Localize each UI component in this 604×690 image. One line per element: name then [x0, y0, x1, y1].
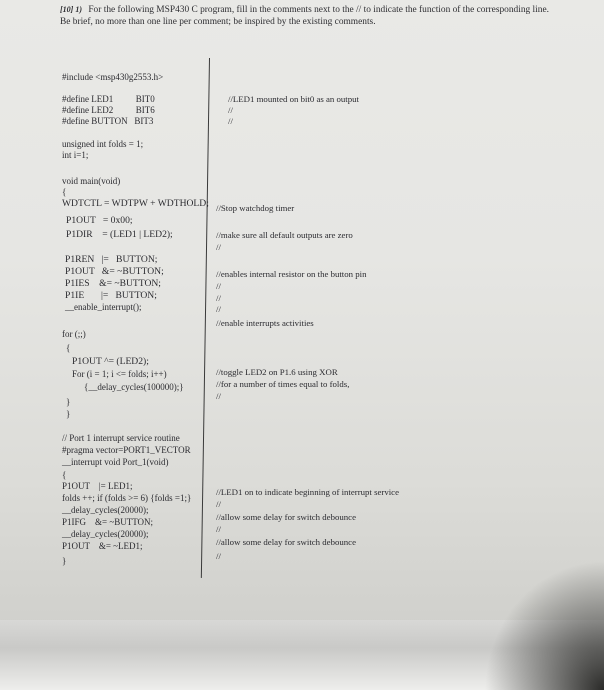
code-line: #define BUTTON BIT3	[62, 116, 154, 126]
comment-line: //for a number of times equal to folds,	[216, 379, 350, 389]
code-line: P1IFG &= ~BUTTON;	[62, 517, 154, 527]
code-line: {	[62, 470, 67, 480]
comment-line: //enables internal resistor on the button pin	[216, 269, 367, 279]
code-line: __enable_interrupt();	[65, 302, 142, 312]
code-line: P1OUT &= ~LED1;	[62, 541, 143, 551]
code-line: #include <msp430g2553.h>	[62, 72, 164, 82]
comment-line: //LED1 mounted on bit0 as an output	[228, 94, 359, 104]
code-line: // Port 1 interrupt service routine	[62, 433, 180, 443]
question-prompt: For the following MSP430 C program, fill in the comments next to the // to indicate the function of the corresponding line. Be brief, no more than one line per comment; be inspired by the existing comments.	[60, 5, 549, 27]
comment-line: //allow some delay for switch debounce	[216, 512, 356, 522]
code-line: P1DIR = (LED1 | LED2);	[66, 229, 173, 240]
comment-line: //enable interrupts activities	[216, 318, 314, 328]
comment-line: //Stop watchdog timer	[216, 203, 295, 213]
column-divider	[201, 58, 210, 578]
code-line: WDTCTL = WDTPW + WDTHOLD;	[62, 198, 209, 209]
code-line: P1OUT = 0x00;	[66, 215, 133, 226]
comment-line: //	[216, 499, 221, 509]
comment-line: //	[216, 281, 221, 291]
comment-line: //allow some delay for switch debounce	[216, 537, 356, 547]
code-line: for (;;)	[62, 329, 86, 339]
code-line: P1REN |= BUTTON;	[65, 254, 158, 265]
code-line: #define LED1 BIT0	[62, 94, 155, 104]
comment-line: //	[216, 551, 221, 561]
code-line: P1IE |= BUTTON;	[65, 290, 157, 301]
code-line: P1OUT ^= (LED2);	[72, 356, 149, 367]
comment-line: //toggle LED2 on P1.6 using XOR	[216, 367, 338, 377]
code-line: P1IES &= ~BUTTON;	[65, 278, 161, 289]
code-line: int i=1;	[62, 150, 89, 160]
code-line: void main(void)	[62, 176, 121, 186]
comment-line: //	[228, 105, 233, 115]
question-number: [10] 1)	[60, 5, 82, 14]
code-line: {__delay_cycles(100000);}	[84, 382, 184, 392]
code-line: #define LED2 BIT6	[62, 105, 155, 115]
comment-line: //	[216, 293, 221, 303]
question-text-block	[60, 4, 560, 28]
comment-line: //	[216, 242, 221, 252]
code-line: unsigned int folds = 1;	[62, 139, 144, 149]
code-line: P1OUT |= LED1;	[62, 481, 133, 491]
comment-line: //	[216, 391, 221, 401]
code-line: __interrupt void Port_1(void)	[62, 457, 169, 467]
code-line: {	[66, 343, 71, 353]
code-line: P1OUT &= ~BUTTON;	[65, 266, 164, 277]
code-line: {	[62, 187, 67, 197]
code-line: __delay_cycles(20000);	[62, 505, 149, 515]
comment-line: //LED1 on to indicate beginning of interrupt service	[216, 487, 399, 497]
comment-line: //make sure all default outputs are zero	[216, 230, 353, 240]
code-line: }	[66, 409, 71, 419]
code-line: __delay_cycles(20000);	[62, 529, 149, 539]
comment-line: //	[216, 304, 221, 314]
code-line: For (i = 1; i <= folds; i++)	[72, 369, 167, 379]
code-line: #pragma vector=PORT1_VECTOR	[62, 445, 191, 455]
code-line: }	[62, 556, 67, 566]
code-line: }	[66, 397, 71, 407]
background-shadow	[484, 560, 604, 690]
code-line: folds ++; if (folds >= 6) {folds =1;}	[62, 493, 192, 503]
comment-line: //	[228, 116, 233, 126]
comment-line: //	[216, 524, 221, 534]
